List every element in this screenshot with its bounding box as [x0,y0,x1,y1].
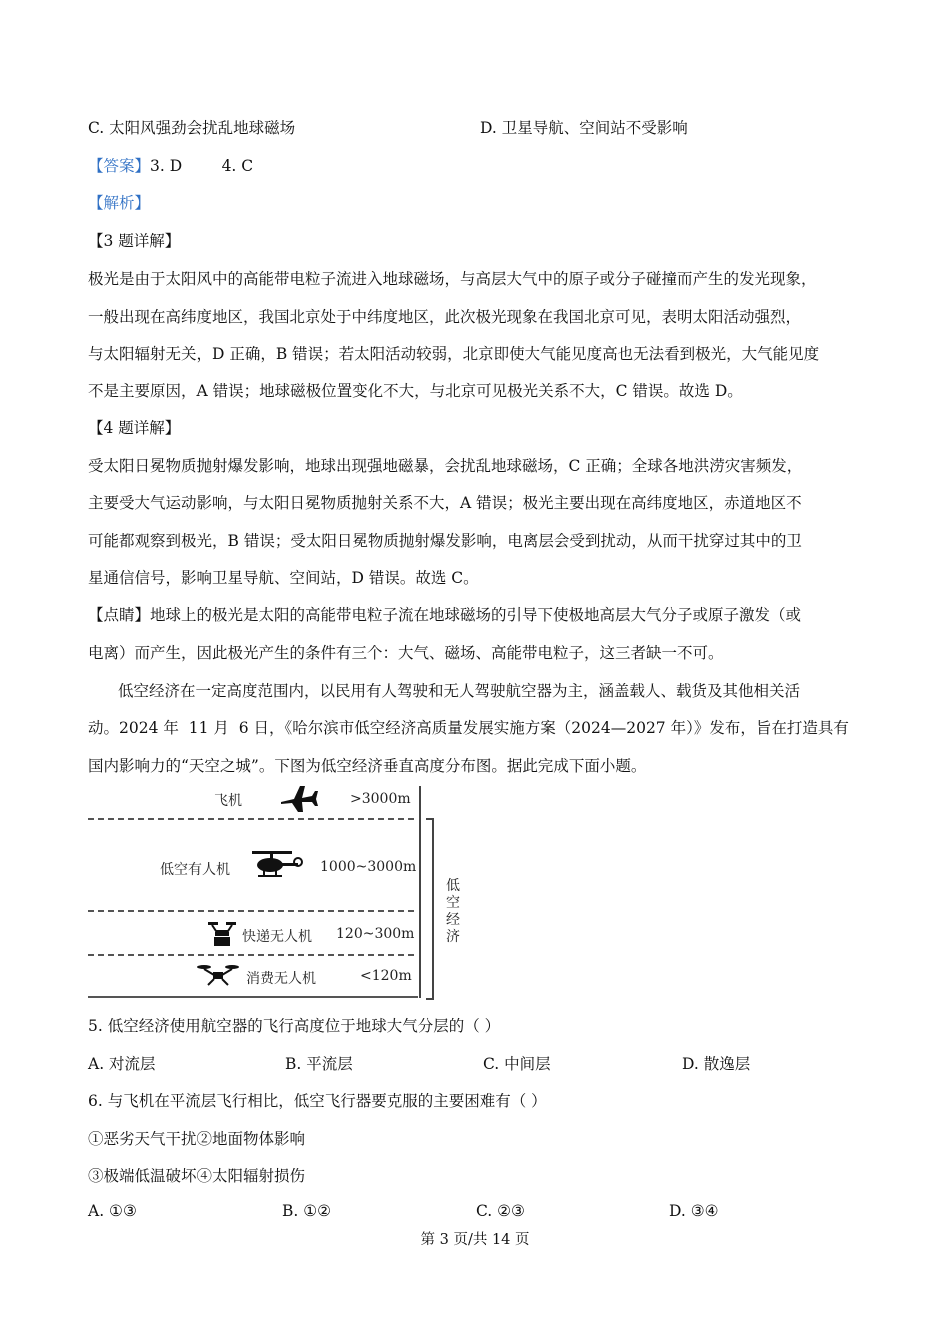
layer-divider [88,818,414,820]
analysis-label: 【解析】 [88,194,151,212]
answer-text: 3. D 4. C [150,157,254,175]
q6-option: A. ①③ [88,1202,137,1220]
comment-line-2: 电离）而产生，因此极光产生的条件有三个：大气、磁场、高能带电粒子，这三者缺一不可。 [88,644,724,662]
layer-height: <120m [360,968,412,984]
q6-items: ①恶劣天气干扰②地面物体影响 [88,1130,306,1148]
layer-height: 1000~3000m [320,859,417,875]
q3-detail-line: 与太阳辐射无关，D 正确，B 错误；若太阳活动较弱，北京即使大气能见度高也无法看到极光，大气能见度 [88,345,820,363]
layer-divider [88,954,414,956]
ground-line [88,996,418,998]
q6-option: D. ③④ [669,1202,719,1220]
low-altitude-bracket [426,818,434,1000]
q3-detail-line: 不是主要原因，A 错误；地球磁极位置变化不大，与北京可见极光关系不大，C 错误。故选 D。 [88,382,743,400]
bracket-label: 低空经济 [446,878,460,945]
delivery-drone-icon [206,920,238,948]
layer-label: 低空有人机 [160,862,230,878]
passage-line: 低空经济在一定高度范围内，以民用有人驾驶和无人驾驶航空器为主，涵盖载人、载货及其他相关活 [118,682,801,700]
q4-detail-line: 主要受大气运动影响，与太阳日冕物质抛射关系不大，A 错误；极光主要出现在高纬度地区，赤道地区不 [88,494,802,512]
q5-option: B. 平流层 [285,1055,353,1073]
q5-stem: 5. 低空经济使用航空器的飞行高度位于地球大气分层的（ ） [88,1017,501,1035]
q4-option-d: D. 卫星导航、空间站不受影响 [480,119,688,137]
q6-stem: 6. 与飞机在平流层飞行相比，低空飞行器要克服的主要困难有（ ） [88,1092,547,1110]
q6-items: ③极端低温破坏④太阳辐射损伤 [88,1167,306,1185]
q4-detail-line: 可能都观察到极光，B 错误；受太阳日冕物质抛射爆发影响，电离层会受到扰动，从而干扰穿过其中的卫 [88,532,802,550]
q5-option: A. 对流层 [88,1055,156,1073]
q4-detail-line: 受太阳日冕物质抛射爆发影响，地球出现强地磁暴，会扰乱地球磁场，C 正确；全球各地洪涝灾害频发， [88,457,803,475]
passage-line: 国内影响力的“天空之城”。下图为低空经济垂直高度分布图。据此完成下面小题。 [88,757,647,775]
consumer-drone-icon [196,962,240,988]
q3-detail-heading: 【3 题详解】 [88,232,181,250]
layer-label: 快递无人机 [242,929,312,945]
q6-option: B. ①② [282,1202,332,1220]
altitude-diagram [88,782,473,1004]
q5-option: D. 散逸层 [682,1055,751,1073]
q3-detail-line: 一般出现在高纬度地区，我国北京处于中纬度地区，此次极光现象在我国北京可见，表明太阳活动强烈， [88,308,802,326]
altitude-axis [419,786,421,998]
helicopter-icon [248,848,304,884]
answer-line [88,154,253,176]
layer-divider [88,910,414,912]
layer-height: >3000m [350,791,411,807]
page-footer: 第 3 页/共 14 页 [420,1232,530,1248]
answer-label: 【答案】 [88,157,151,175]
comment-line-1: 【点睛】地球上的极光是太阳的高能带电粒子流在地球磁场的引导下使极地高层大气分子或原子激发（或 [88,606,802,624]
comment-label: 【点睛】 [88,606,151,624]
layer-label: 飞机 [214,793,242,809]
q4-option-c: C. 太阳风强劲会扰乱地球磁场 [88,119,296,137]
q4-detail-line: 星通信信号，影响卫星导航、空间站，D 错误。故选 C。 [88,569,479,587]
q3-detail-line: 极光是由于太阳风中的高能带电粒子流进入地球磁场，与高层大气中的原子或分子碰撞而产生的发光现象， [88,270,817,288]
airplane-icon [278,782,318,814]
q6-option: C. ②③ [476,1202,525,1220]
layer-label: 消费无人机 [246,971,316,987]
layer-height: 120~300m [336,926,415,942]
q4-detail-heading: 【4 题详解】 [88,419,181,437]
passage-line: 动。2024 年 11 月 6 日，《哈尔滨市低空经济高质量发展实施方案（2024—2027 年）》发布，旨在打造具有 [88,719,849,737]
q5-option: C. 中间层 [483,1055,551,1073]
